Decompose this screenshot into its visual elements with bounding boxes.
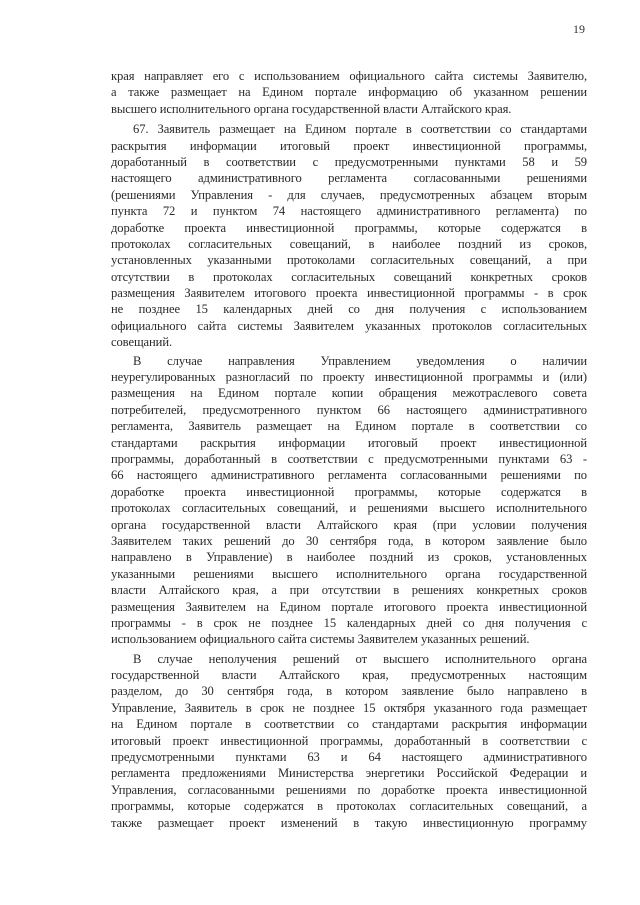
text-line: совещаний.	[111, 335, 173, 350]
text-line: не позднее 15 календарных дней со дня получения с использованием	[111, 302, 587, 317]
text-line: власти Алтайского края, а при отсутствии в решениях конкретных сроков	[111, 583, 587, 598]
text-line: протоколах согласительных совещаний, в наиболее поздний из сроков,	[111, 236, 587, 251]
text-line: указанными решениями высшего исполнительного органа государственной	[111, 566, 587, 581]
text-line: разделом, до 30 сентября года, в котором заявление было направлено в	[111, 684, 587, 699]
text-line: доработке проекта инвестиционной программы, которые содержатся в	[111, 220, 587, 235]
text-line: размещения Заявителем итогового проекта инвестиционной программы - в срок	[111, 286, 587, 301]
text-line: программы, которые содержатся в протоколах согласительных совещаний, а	[111, 799, 587, 814]
text-line: государственной власти Алтайского края, предусмотренных настоящим	[111, 668, 587, 683]
text-line: высшего исполнительного органа государственной власти Алтайского края.	[111, 101, 512, 116]
text-line: органа государственной власти Алтайского края (при условии получения	[111, 517, 587, 532]
text-line: доработанный в соответствии с предусмотренными пунктами 58 и 59	[111, 154, 587, 169]
paragraph	[111, 68, 587, 117]
text-line: направлено в Управление) в наиболее поздний из сроков, установленных	[111, 550, 587, 565]
text-line: 66 настоящего административного регламента согласованными решениями по	[111, 468, 587, 483]
text-line: размещения на Едином портале копии обращения межотраслевого совета	[111, 386, 587, 401]
text-line: (решениями Управления - для случаев, предусмотренных абзацем вторым	[111, 187, 587, 202]
text-line: официального сайта системы Заявителем указанных протоколов согласительных	[111, 318, 587, 333]
text-line: раскрытия информации итоговый проект инвестиционной программы,	[111, 138, 587, 153]
text-line: неурегулированных разногласий по проекту инвестиционной программы и (или)	[111, 370, 587, 385]
text-line: регламента, Заявитель размещает на Едином портале в соответствии со	[111, 419, 587, 434]
text-line: на Едином портале в соответствии со стандартами раскрытия информации	[111, 717, 587, 732]
text-line: Управления, согласованными решениями по доработке проекта инвестиционной	[111, 782, 587, 797]
text-line: регламента предложениями Министерства энергетики Российской Федерации и	[111, 766, 587, 781]
text-line: отсутствии в протоколах согласительных совещаний конкретных сроков	[111, 269, 587, 284]
text-line: стандартами раскрытия информации итоговый проект инвестиционной	[111, 435, 587, 450]
text-line: программы - в срок не позднее 15 календарных дней со дня получения с	[111, 615, 587, 630]
document-body	[111, 68, 587, 831]
text-line: края направляет его с использованием официального сайта системы Заявителю,	[111, 69, 587, 83]
paragraph	[111, 121, 587, 350]
paragraph	[111, 651, 587, 831]
text-line: использованием официального сайта системы Заявителем указанных решений.	[111, 632, 530, 647]
text-line: Заявителем таких решений до 30 сентября года, в котором заявление было	[111, 533, 587, 548]
text-line: потребителей, предусмотренного пунктом 66 настоящего административного	[111, 402, 587, 417]
text-line: а также размещает на Едином портале информацию об указанном решении	[111, 85, 587, 100]
text-line: В случае направления Управлением уведомления о наличии	[133, 353, 587, 368]
text-line: предусмотренными пунктами 63 и 64 настоящего административного	[111, 750, 587, 765]
text-line: размещения Заявителем на Едином портале итогового проекта инвестиционной	[111, 599, 587, 614]
text-line: программы, доработанный в соответствии с предусмотренными пунктами 63 -	[111, 451, 587, 466]
text-line: пункта 72 и пунктом 74 настоящего административного регламента) по	[111, 204, 587, 219]
text-line: установленных указанными протоколами согласительных совещаний, а при	[111, 253, 587, 268]
text-line: протоколах согласительных совещаний, и решениями высшего исполнительного	[111, 501, 587, 516]
text-line: также размещает проект изменений в такую инвестиционную программу	[111, 815, 587, 830]
page-number: 19	[573, 22, 585, 36]
text-line: В случае неполучения решений от высшего исполнительного органа	[133, 651, 587, 666]
text-line: 67. Заявитель размещает на Едином портале в соответствии со стандартами	[133, 122, 587, 137]
paragraph	[111, 353, 587, 648]
text-line: итоговый проект инвестиционной программы, доработанный в соответствии с	[111, 733, 587, 748]
text-line: доработке проекта инвестиционной программы, которые содержатся в	[111, 484, 587, 499]
text-line: Управление, Заявитель в срок не позднее 15 октября указанного года размещает	[111, 700, 587, 715]
text-line: настоящего административного регламента согласованными решениями	[111, 171, 587, 186]
